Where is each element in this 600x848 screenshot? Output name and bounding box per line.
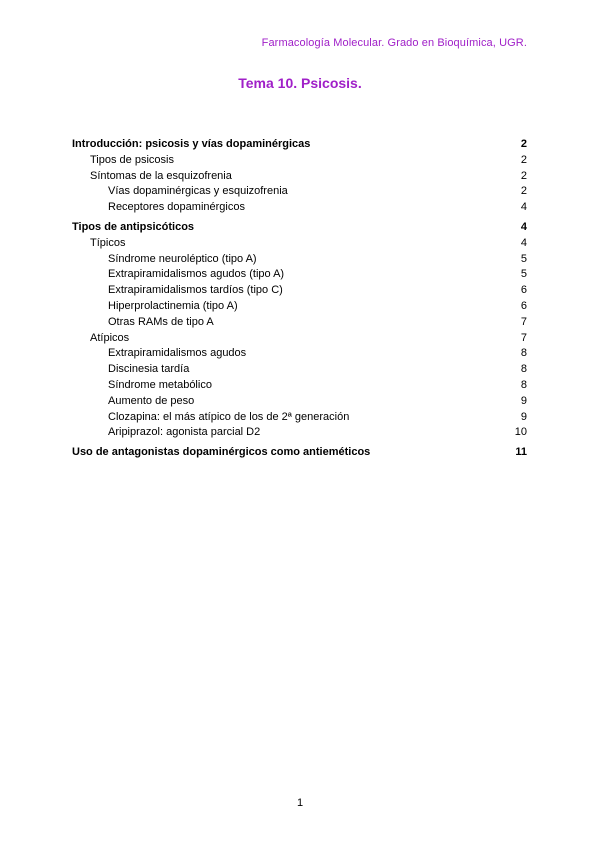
toc-entry-page: 2 (520, 138, 527, 150)
toc-entry-title: Vías dopaminérgicas y esquizofrenia (108, 185, 288, 198)
toc-entry[interactable] (72, 267, 527, 283)
toc-entry-title: Discinesia tardía (108, 363, 190, 376)
toc-entry-title: Clozapina: el más atípico de los de 2ª generación (108, 410, 350, 423)
toc-entry-title: Uso de antagonistas dopaminérgicos como antieméticos (72, 446, 371, 459)
toc-entry[interactable] (72, 283, 527, 299)
toc-entry-title: Tipos de antipsicóticos (72, 220, 195, 233)
toc-entry-title: Extrapiramidalismos agudos (108, 347, 247, 360)
toc-entry-title: Hiperprolactinemia (tipo A) (108, 299, 238, 312)
toc-entry-page: 7 (520, 315, 527, 328)
toc-entry[interactable] (72, 445, 527, 461)
toc-entry-page: 8 (520, 378, 527, 391)
table-of-contents (72, 137, 527, 461)
toc-entry-page: 2 (520, 185, 527, 198)
toc-entry[interactable] (72, 200, 527, 216)
toc-entry[interactable] (72, 331, 527, 347)
toc-entry[interactable] (72, 137, 527, 153)
toc-entry[interactable] (72, 394, 527, 410)
toc-entry-page: 5 (520, 252, 527, 265)
toc-entry-title: Síntomas de la esquizofrenia (90, 169, 232, 182)
toc-entry[interactable] (72, 252, 527, 268)
toc-entry-page: 7 (520, 331, 527, 344)
toc-entry-page: 6 (520, 284, 527, 297)
toc-entry-page: 5 (520, 268, 527, 281)
toc-entry-title: Receptores dopaminérgicos (108, 201, 245, 214)
toc-entry-page: 6 (520, 299, 527, 312)
toc-entry[interactable] (72, 220, 527, 236)
toc-entry[interactable] (72, 425, 527, 441)
running-header: Farmacología Molecular. Grado en Bioquímica, UGR. (261, 37, 527, 49)
page-number: 1 (296, 797, 304, 809)
toc-entry-title: Otras RAMs de tipo A (108, 315, 214, 328)
toc-entry-page: 8 (520, 363, 527, 376)
toc-entry-page: 4 (520, 201, 527, 214)
toc-entry[interactable] (72, 184, 527, 200)
toc-entry[interactable] (72, 299, 527, 315)
toc-entry[interactable] (72, 410, 527, 426)
toc-entry-page: 9 (520, 410, 527, 423)
toc-entry[interactable] (72, 362, 527, 378)
toc-entry-page: 10 (514, 426, 527, 439)
toc-entry[interactable] (72, 169, 527, 185)
toc-entry-title: Introducción: psicosis y vías dopaminérgicas (72, 138, 311, 150)
toc-entry[interactable] (72, 315, 527, 331)
toc-entry-page: 4 (520, 236, 527, 249)
toc-entry-page: 11 (515, 446, 527, 459)
toc-entry-title: Extrapiramidalismos tardíos (tipo C) (108, 284, 283, 297)
toc-entry-title: Atípicos (90, 331, 130, 344)
toc-entry[interactable] (72, 346, 527, 362)
document-title: Tema 10. Psicosis. (238, 75, 362, 91)
toc-entry-title: Extrapiramidalismos agudos (tipo A) (108, 268, 285, 281)
toc-entry[interactable] (72, 153, 527, 169)
toc-entry[interactable] (72, 236, 527, 252)
toc-entry-page: 4 (520, 220, 527, 233)
toc-entry-page: 2 (520, 169, 527, 182)
toc-entry-page: 2 (520, 153, 527, 166)
toc-entry-title: Aripiprazol: agonista parcial D2 (108, 426, 261, 439)
toc-entry-title: Síndrome metabólico (108, 378, 212, 391)
toc-entry-page: 9 (520, 394, 527, 407)
toc-entry[interactable] (72, 378, 527, 394)
toc-entry-page: 8 (520, 347, 527, 360)
toc-entry-title: Síndrome neuroléptico (tipo A) (108, 252, 257, 265)
toc-entry-title: Tipos de psicosis (90, 153, 174, 166)
toc-entry-title: Típicos (90, 236, 126, 249)
toc-entry-title: Aumento de peso (108, 394, 195, 407)
